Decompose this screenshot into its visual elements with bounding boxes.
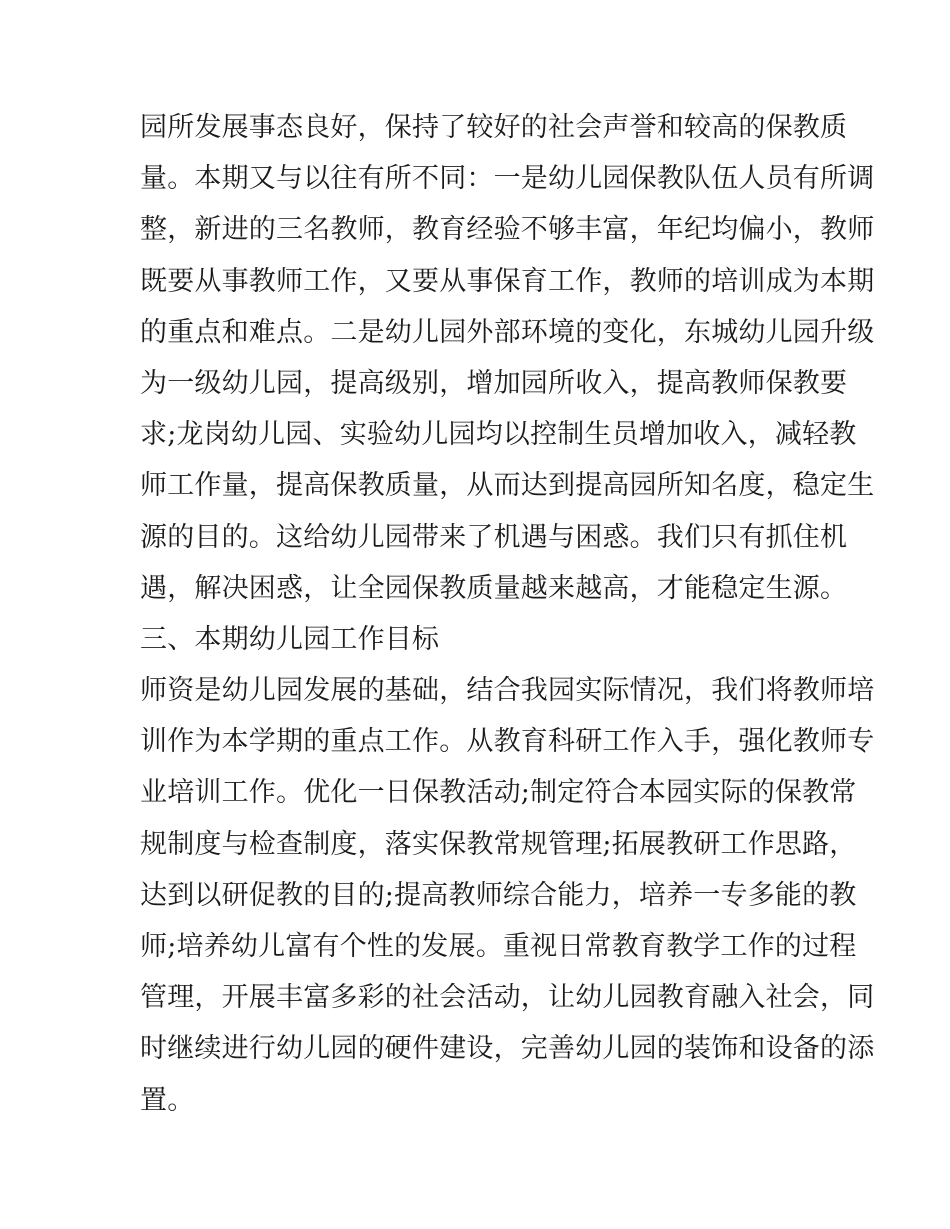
text-line-1: 园所发展事态良好，保持了较好的社会声誉和较高的保教质 xyxy=(140,112,848,143)
text-line-7: 求;龙岗幼儿园、实验幼儿园均以控制生员增加收入，减轻教 xyxy=(140,419,857,451)
text-line-17: 师;培养幼儿富有个性的发展。重视日常教育教学工作的过程 xyxy=(140,931,857,962)
text-line-9: 源的目的。这给幼儿园带来了机遇与困惑。我们只有抓住机 xyxy=(140,521,848,553)
document-body xyxy=(140,102,875,1126)
text-line-8: 师工作量，提高保教质量，从而达到提高园所知名度，稳定生 xyxy=(140,470,875,502)
text-line-10: 遇，解决困惑，让全园保教质量越来越高，才能稳定生源。 xyxy=(140,572,848,604)
text-line-16: 达到以研促教的目的;提高教师综合能力，培养一专多能的教 xyxy=(140,879,857,911)
text-line-20: 置。 xyxy=(140,1084,195,1116)
text-line-5: 的重点和难点。二是幼儿园外部环境的变化，东城幼儿园升级 xyxy=(140,316,875,348)
text-line-12: 师资是幼儿园发展的基础，结合我园实际情况，我们将教师培 xyxy=(140,675,875,707)
text-line-6: 为一级幼儿园，提高级别，增加园所收入，提高教师保教要 xyxy=(140,367,848,399)
text-line-4: 既要从事教师工作，又要从事保育工作，教师的培训成为本期 xyxy=(140,265,875,297)
text-line-14: 业培训工作。优化一日保教活动;制定符合本园实际的保教常 xyxy=(140,777,857,809)
text-line-2: 量。本期又与以往有所不同：一是幼儿园保教队伍人员有所调 xyxy=(140,163,875,195)
text-line-3: 整，新进的三名教师，教育经验不够丰富，年纪均偏小，教师 xyxy=(140,214,875,246)
section-heading: 三、本期幼儿园工作目标 xyxy=(140,623,440,655)
text-line-19: 时继续进行幼儿园的硬件建设，完善幼儿园的装饰和设备的添 xyxy=(140,1033,875,1065)
text-line-13: 训作为本学期的重点工作。从教育科研工作入手，强化教师专 xyxy=(140,726,875,758)
text-line-15: 规制度与检查制度，落实保教常规管理;拓展教研工作思路， xyxy=(140,828,857,860)
text-line-18: 管理，开展丰富多彩的社会活动，让幼儿园教育融入社会，同 xyxy=(140,982,875,1014)
